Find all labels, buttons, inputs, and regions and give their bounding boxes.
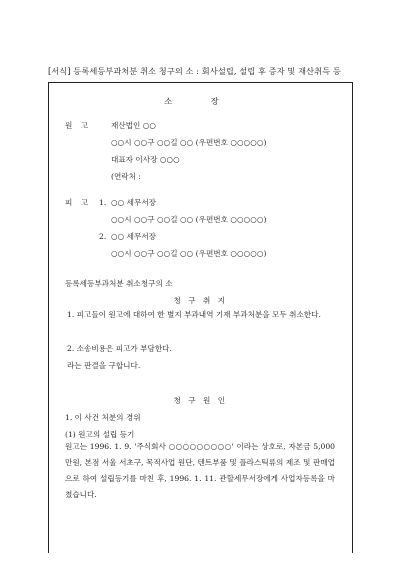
- claim-purpose-item-1: 1. 피고들이 원고에 대하여 한 별지 부과내역 기재 부과처분을 모두 취소한다.: [67, 310, 321, 319]
- claim-purpose-title: 청 구 취 지: [173, 296, 228, 305]
- claim-reasons-subsection-1: (1) 원고의 설립 등기: [65, 430, 135, 439]
- defendant-1-number: 1.: [99, 198, 107, 207]
- case-name: 등록세등부과처분 취소청구의 소: [65, 279, 173, 288]
- defendant-2-address: ○○시 ○○구 ○○길 ○○ (우편번호 ○○○○○): [111, 249, 267, 258]
- plaintiff-contact: (연락처 :: [111, 172, 141, 181]
- claim-reasons-paragraph: 원고는 1996. 1. 9. '주식회사 ○○○○○○○○○' 이라는 상호로, 자본금 5,000만원, 본점 서울 서초구, 목적사업 원단, 텐트부품 및 플라스틱류의 제조 및 판매업으로 하여 설립등기를 마친 후, 1996. 1. 11. 관할세무서장에게 사업자등록을 마쳤습니다.: [65, 442, 335, 499]
- claim-reasons-title: 청 구 원 인: [173, 396, 228, 405]
- defendant-1-name: ○○ 세무서장: [111, 198, 157, 207]
- plaintiff-label: 원 고: [65, 121, 92, 130]
- defendant-2-number: 2.: [99, 232, 107, 241]
- claim-reasons-section-1: 1. 이 사건 처분의 경위: [65, 413, 141, 422]
- defendant-2-name: ○○ 세무서장: [111, 232, 157, 241]
- plaintiff-address: ○○시 ○○구 ○○길 ○○ (우편번호 ○○○○○): [111, 138, 267, 147]
- defendant-1-address: ○○시 ○○구 ○○길 ○○ (우편번호 ○○○○○): [111, 215, 267, 224]
- document-body: [48, 82, 353, 553]
- plaintiff-representative: 대표자 이사장 ○○○: [111, 155, 180, 164]
- document-title: 소 장: [164, 96, 237, 106]
- claim-purpose-closing: 라는 판결을 구합니다.: [67, 361, 141, 370]
- defendant-label: 피 고: [65, 198, 92, 207]
- plaintiff-name: 재산법인 ○○: [111, 121, 157, 130]
- document-header: [서식] 등록세등부과처분 취소 청구의 소 : 회사설립, 설립 후 증자 및 재산취득 등: [48, 66, 341, 76]
- claim-purpose-item-2: 2. 소송비용은 피고가 부담한다.: [67, 344, 172, 353]
